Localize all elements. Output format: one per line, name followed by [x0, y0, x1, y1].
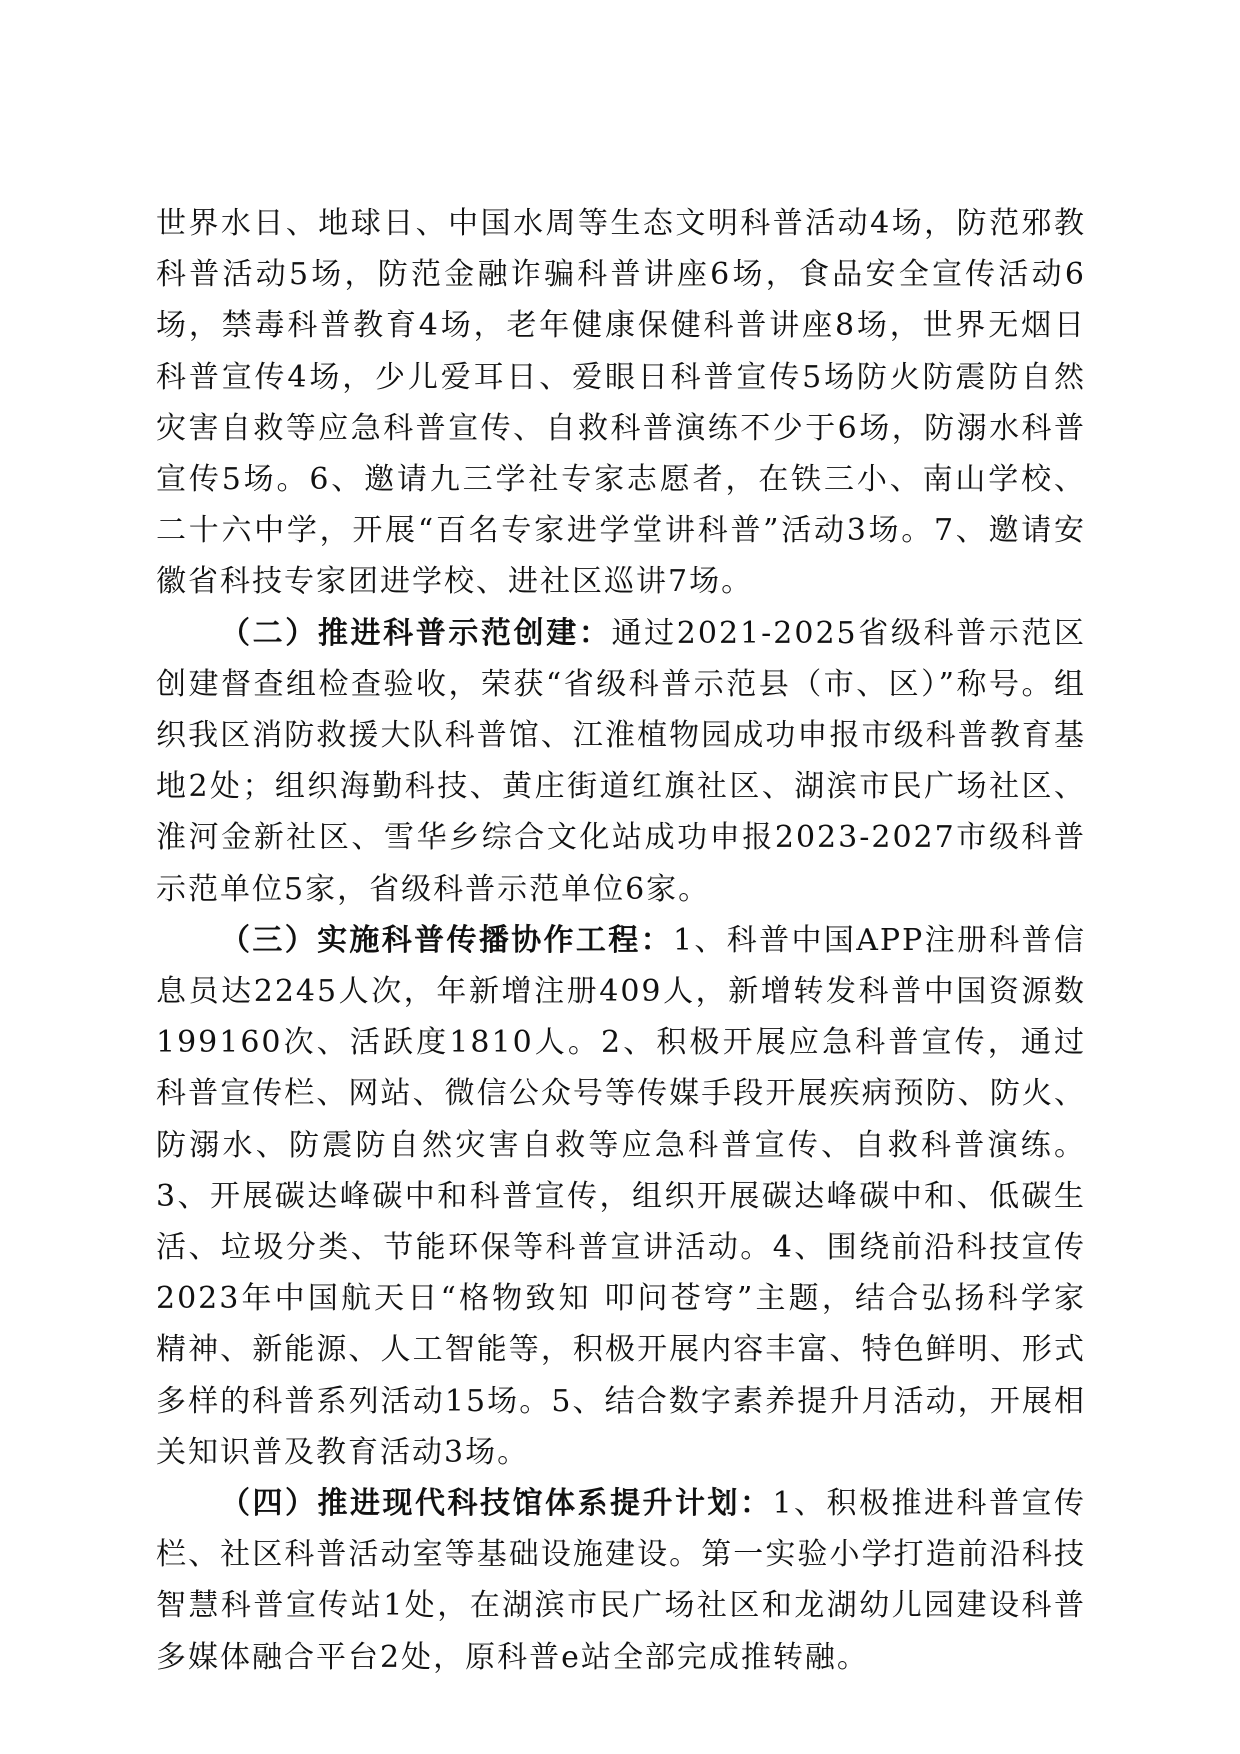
paragraph-text: 世界水日、地球日、中国水周等生态文明科普活动4场，防范邪教科普活动5场，防范金融诈骗科普讲座6场，食品安全宣传活动6场，禁毒科普教育4场，老年健康保健科普讲座8场，世界无烟日科普宣传4场，少儿爱耳日、爱眼日科普宣传5场防火防震防自然灾害自救等应急科普宣传、自救科普演练不少于6场，防溺水科普宣传5场。6、邀请九三学社专家志愿者，在铁三小、南山学校、二十六中学，开展“百名专家进学堂讲科普”活动3场。7、邀请安徽省科技专家团进学校、进社区巡讲7场。 [156, 206, 1086, 600]
paragraph-activities-continued [156, 198, 1086, 608]
section-heading: （四）推进现代科技馆体系提升计划： [220, 1486, 773, 1522]
paragraph-text: 1、科普中国APP注册科普信息员达2245人次，年新增注册409人，新增转发科普中国资源数199160次、活跃度1810人。2、积极开展应急科普宣传，通过科普宣传栏、网站、微信公众号等传媒手段开展疾病预防、防火、防溺水、防震防自然灾害自救等应急科普宣传、自救科普演练。3、开展碳达峰碳中和科普宣传，组织开展碳达峰碳中和、低碳生活、垃圾分类、节能环保等科普宣讲活动。4、围绕前沿科技宣传2023年中国航天日“格物致知 叩问苍穹”主题，结合弘扬科学家精神、新能源、人工智能等，积极开展内容丰富、特色鲜明、形式多样的科普系列活动15场。5、结合数字素养提升月活动，开展相关知识普及教育活动3场。 [156, 922, 1087, 1470]
section-heading: （三）实施科普传播协作工程： [220, 922, 673, 958]
document-body [156, 198, 1086, 1683]
paragraph-science-demo-creation [156, 608, 1086, 915]
paragraph-science-museum-upgrade [156, 1478, 1086, 1683]
paragraph-text: 1、积极推进科普宣传栏、社区科普活动室等基础设施建设。第一实验小学打造前沿科技智慧科普宣传站1处，在湖滨市民广场社区和龙湖幼儿园建设科普多媒体融合平台2处，原科普e站全部完成推转融。 [156, 1486, 1087, 1675]
paragraph-dissemination-collaboration [156, 915, 1086, 1478]
section-heading: （二）推进科普示范创建： [220, 615, 612, 651]
paragraph-text: 通过2021-2025省级科普示范区创建督查组检查验收，荣获“省级科普示范县（市、区）”称号。组织我区消防救援大队科普馆、江淮植物园成功申报市级科普教育基地2处；组织海勤科技、黄庄街道红旗社区、湖滨市民广场社区、淮河金新社区、雪华乡综合文化站成功申报2023-2027市级科普示范单位5家，省级科普示范单位6家。 [156, 615, 1087, 907]
